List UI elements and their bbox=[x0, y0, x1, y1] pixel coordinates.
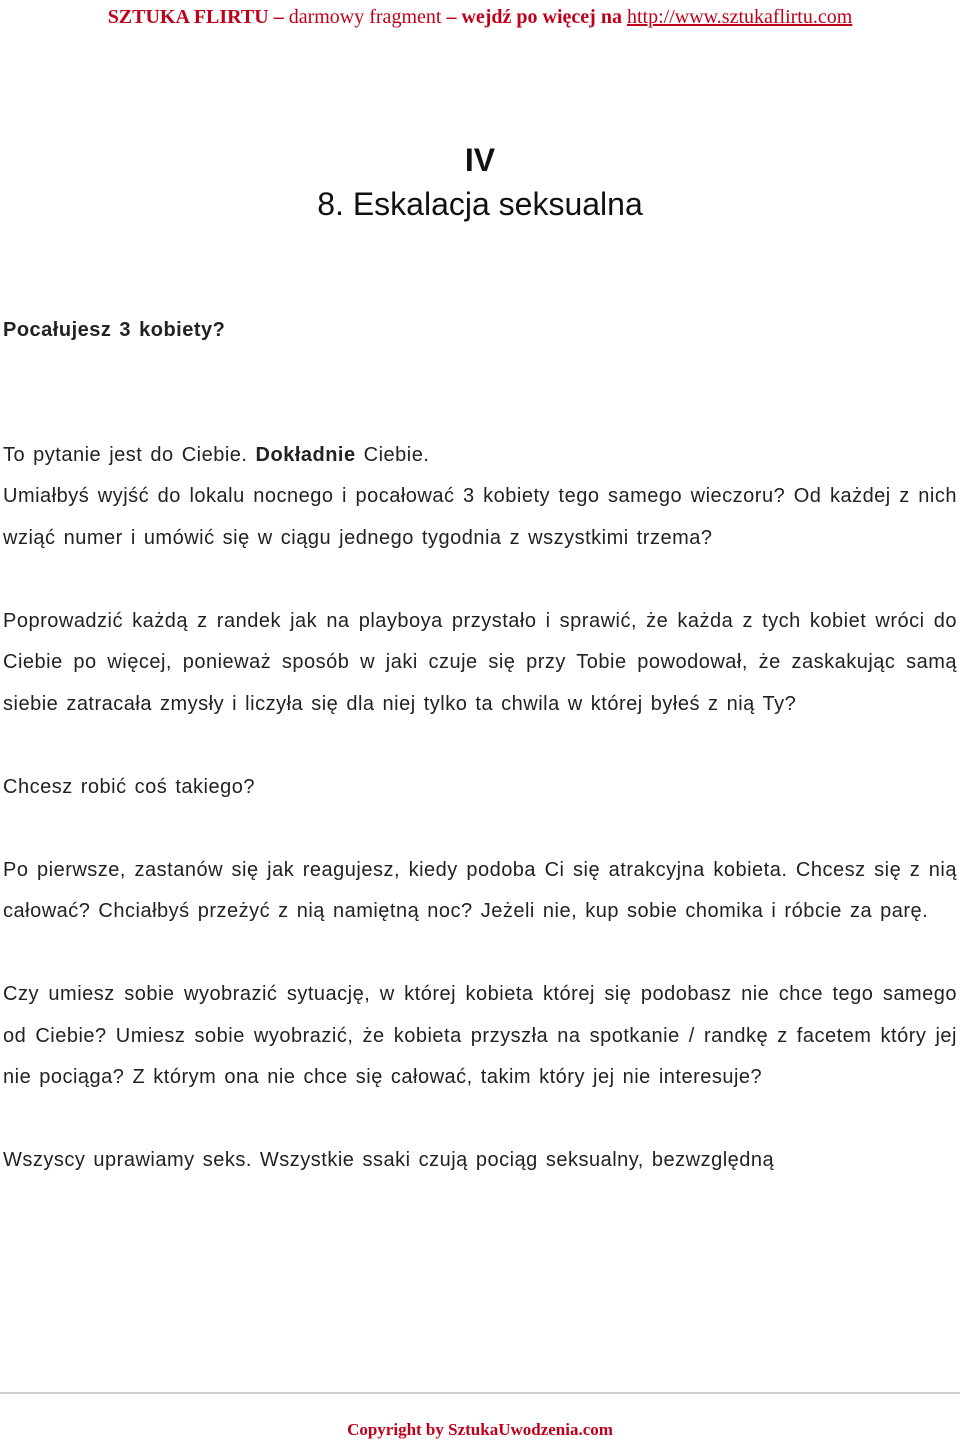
paragraph-reaction: Po pierwsze, zastanów się jak reagujesz, kiedy podoba Ci się atrakcyjna kobieta. Chcesz się z nią całować? Chciałbyś przeżyć z nią namiętną noc? Jeżeli nie, kup sobie chomika i róbcie za parę. bbox=[3, 858, 957, 922]
paragraph-short-question: Chcesz robić coś takiego? bbox=[3, 775, 255, 798]
header-text: darmowy fragment bbox=[288, 6, 442, 28]
paragraph-imagine: Czy umiesz sobie wyobrazić sytuację, w której kobieta której się podobasz nie chce tego samego od Ciebie? Umiesz sobie wyobrazić, że kobieta przyszła na spotkanie / randkę z facetem który jej nie pociąga? Z którym ona nie chce się całować, takim który jej nie interesuje? bbox=[3, 983, 957, 1088]
chapter-part: IV bbox=[464, 142, 496, 178]
intro-text-end: Ciebie. bbox=[355, 443, 430, 466]
document-body bbox=[3, 310, 957, 1182]
chapter-title: 8. Eskalacja seksualna bbox=[317, 186, 643, 222]
intro-text: To pytanie jest do Ciebie. bbox=[3, 443, 256, 466]
paragraph-intro bbox=[3, 435, 957, 477]
header-brand: SZTUKA FLIRTU bbox=[107, 6, 269, 28]
header-url-link[interactable]: http://www.sztukaflirtu.com bbox=[626, 6, 853, 28]
footer-divider bbox=[0, 1392, 960, 1394]
paragraph-lead: Poprowadzić każdą z randek jak na playboya przystało i sprawić, że każda z tych kobiet wróci do Ciebie po więcej, ponieważ sposób w jaki czuje się przy Tobie powodował, że zaskakując samą siebie zatracała zmysły i liczyła się dla niej tylko ta chwila w której byłeś z nią Ty? bbox=[3, 609, 957, 715]
paragraph-lead-question: Pocałujesz 3 kobiety? bbox=[3, 319, 226, 341]
header-dash: – bbox=[273, 6, 284, 28]
paragraph-question: Umiałbyś wyjść do lokalu nocnego i pocałować 3 kobiety tego samego wieczoru? Od każdej z nich wziąć numer i umówić się w ciągu jednego tygodnia z wszystkimi trzema? bbox=[3, 485, 957, 549]
paragraph-closing: Wszyscy uprawiamy seks. Wszystkie ssaki czują pociąg seksualny, bezwzględną bbox=[3, 1149, 775, 1171]
header-text-more: wejdź po więcej na bbox=[461, 6, 622, 28]
page-header bbox=[0, 0, 960, 34]
footer-copyright: Copyright by SztukaUwodzenia.com bbox=[347, 1420, 613, 1439]
intro-emphasis: Dokładnie bbox=[255, 443, 356, 466]
header-dash-2: – bbox=[446, 6, 457, 28]
chapter-heading bbox=[0, 138, 960, 226]
